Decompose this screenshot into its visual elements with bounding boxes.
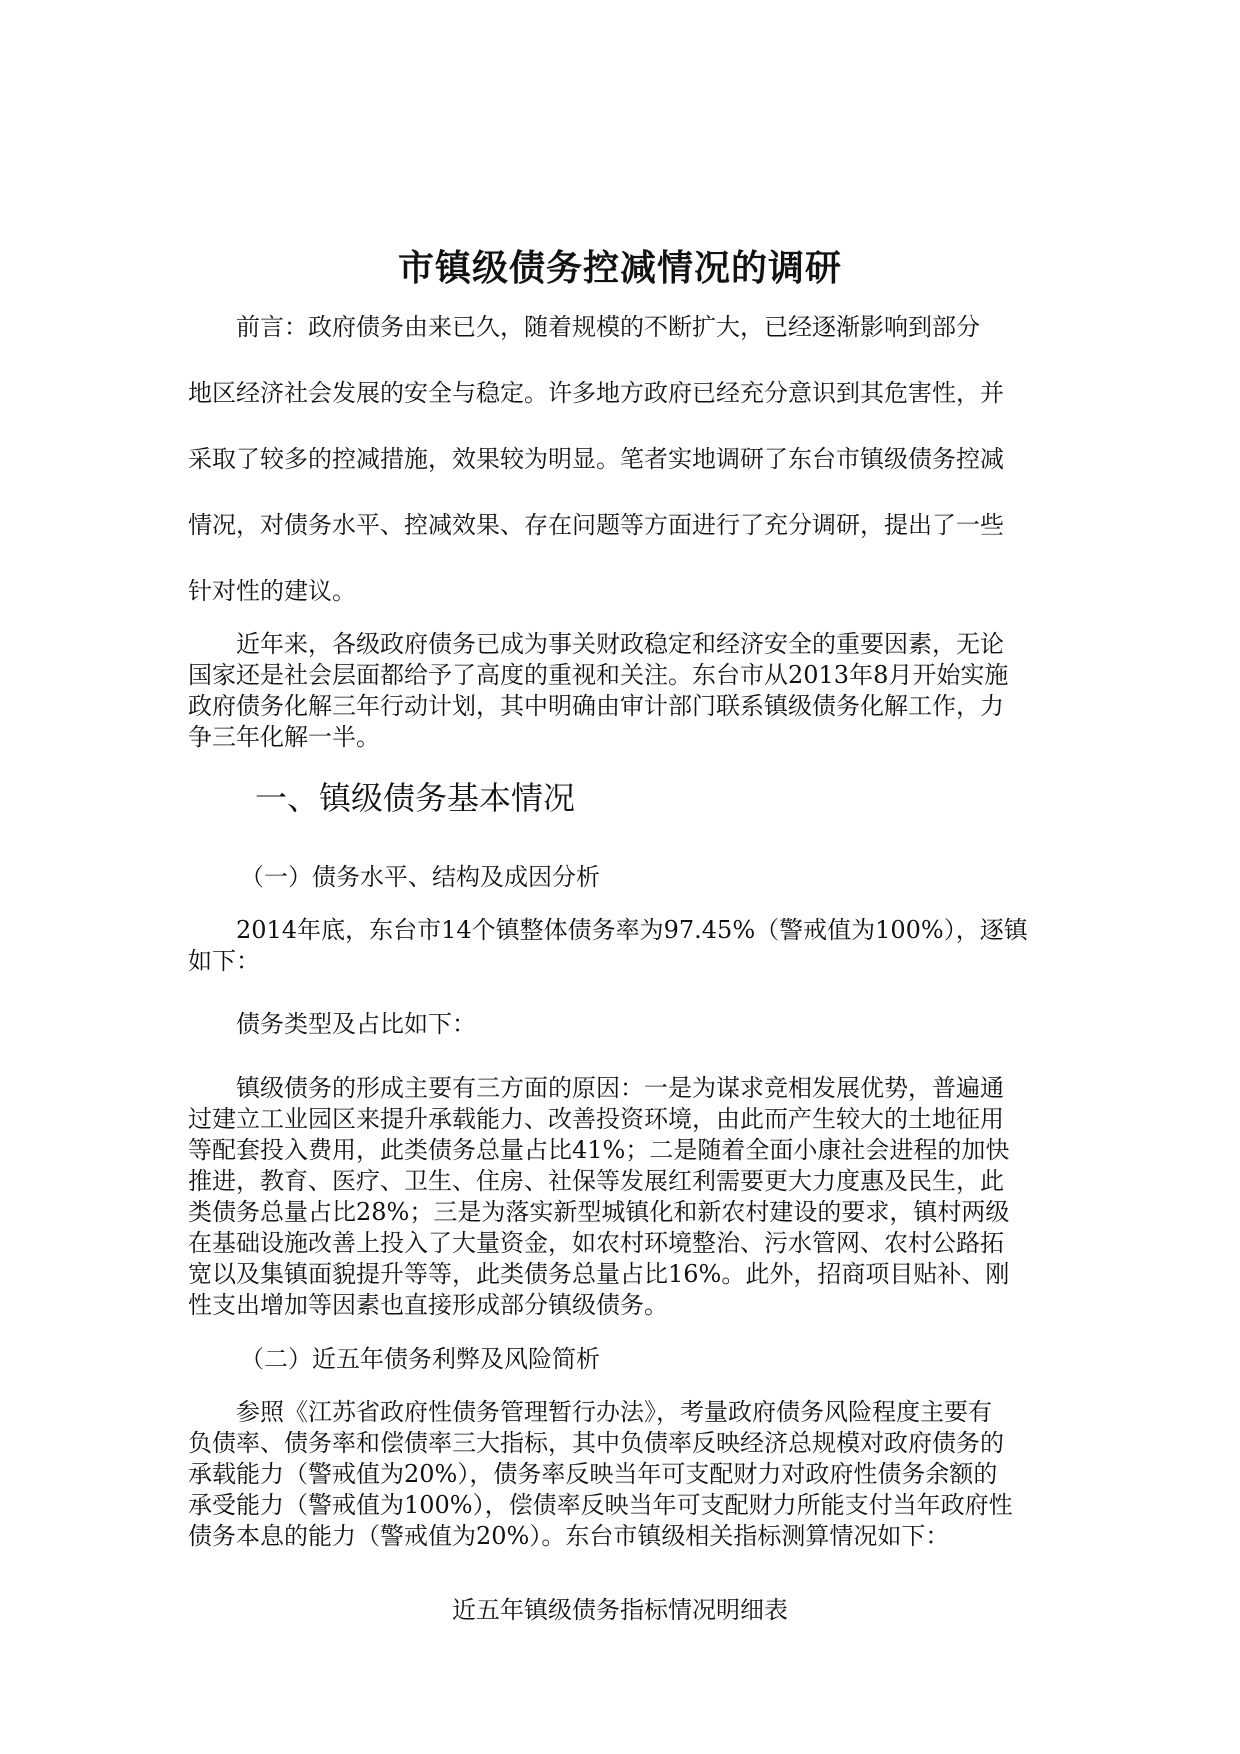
paragraph-line: 过建立工业园区来提升承载能力、改善投资环境，由此而产生较大的土地征用 (188, 1105, 1004, 1133)
paragraph-line: 镇级债务的形成主要有三方面的原因：一是为谋求竞相发展优势，普遍通 (236, 1074, 1004, 1102)
paragraph-line: 宽以及集镇面貌提升等等，此类债务总量占比16%。此外，招商项目贴补、刚 (188, 1260, 1010, 1288)
paragraph-line: 债务类型及占比如下： (236, 1010, 476, 1038)
paragraph-line: 性支出增加等因素也直接形成部分镇级债务。 (188, 1291, 668, 1319)
preface-line: 前言：政府债务由来已久，随着规模的不断扩大，已经逐渐影响到部分 (236, 313, 980, 341)
preface-line: 地区经济社会发展的安全与稳定。许多地方政府已经充分意识到其危害性，并 (188, 379, 1004, 407)
intro-line: 政府债务化解三年行动计划，其中明确由审计部门联系镇级债务化解工作，力 (188, 692, 1004, 720)
preface-line: 采取了较多的控减措施，效果较为明显。笔者实地调研了东台市镇级债务控减 (188, 445, 1004, 473)
paragraph-line: 如下： (188, 947, 260, 975)
intro-line: 近年来，各级政府债务已成为事关财政稳定和经济安全的重要因素，无论 (236, 630, 1004, 658)
table-title: 近五年镇级债务指标情况明细表 (452, 1596, 788, 1624)
preface-line: 情况，对债务水平、控减效果、存在问题等方面进行了充分调研，提出了一些 (188, 511, 1004, 539)
paragraph-line: 负债率、债务率和偿债率三大指标，其中负债率反映经济总规模对政府债务的 (188, 1429, 1004, 1457)
paragraph-line: 推进，教育、医疗、卫生、住房、社保等发展红利需要更大力度惠及民生，此 (188, 1167, 1004, 1195)
paragraph-line: 2014年底，东台市14个镇整体债务率为97.45%（警戒值为100%），逐镇 (236, 916, 1028, 944)
paragraph-line: 承受能力（警戒值为100%），偿债率反映当年可支配财力所能支付当年政府性 (188, 1491, 1013, 1519)
section-heading: 一、镇级债务基本情况 (255, 779, 576, 817)
paragraph-line: 参照《江苏省政府性债务管理暂行办法》，考量政府债务风险程度主要有 (236, 1398, 992, 1426)
intro-line: 国家还是社会层面都给予了高度的重视和关注。东台市从2013年8月开始实施 (188, 661, 1009, 689)
intro-line: 争三年化解一半。 (188, 723, 380, 751)
paragraph-line: 债务本息的能力（警戒值为20%）。东台市镇级相关指标测算情况如下： (188, 1522, 950, 1550)
paragraph-line: 在基础设施改善上投入了大量资金，如农村环境整治、污水管网、农村公路拓 (188, 1229, 1004, 1257)
paragraph-line: 承载能力（警戒值为20%），债务率反映当年可支配财力对政府性债务余额的 (188, 1460, 998, 1488)
paragraph-line: 等配套投入费用，此类债务总量占比41%；二是随着全面小康社会进程的加快 (188, 1136, 1010, 1164)
document-title: 市镇级债务控减情况的调研 (397, 248, 842, 289)
subsection-heading: （二）近五年债务利弊及风险简析 (240, 1345, 600, 1373)
paragraph-line: 类债务总量占比28%；三是为落实新型城镇化和新农村建设的要求，镇村两级 (188, 1198, 1010, 1226)
preface-line: 针对性的建议。 (188, 577, 356, 605)
subsection-heading: （一）债务水平、结构及成因分析 (240, 863, 600, 891)
